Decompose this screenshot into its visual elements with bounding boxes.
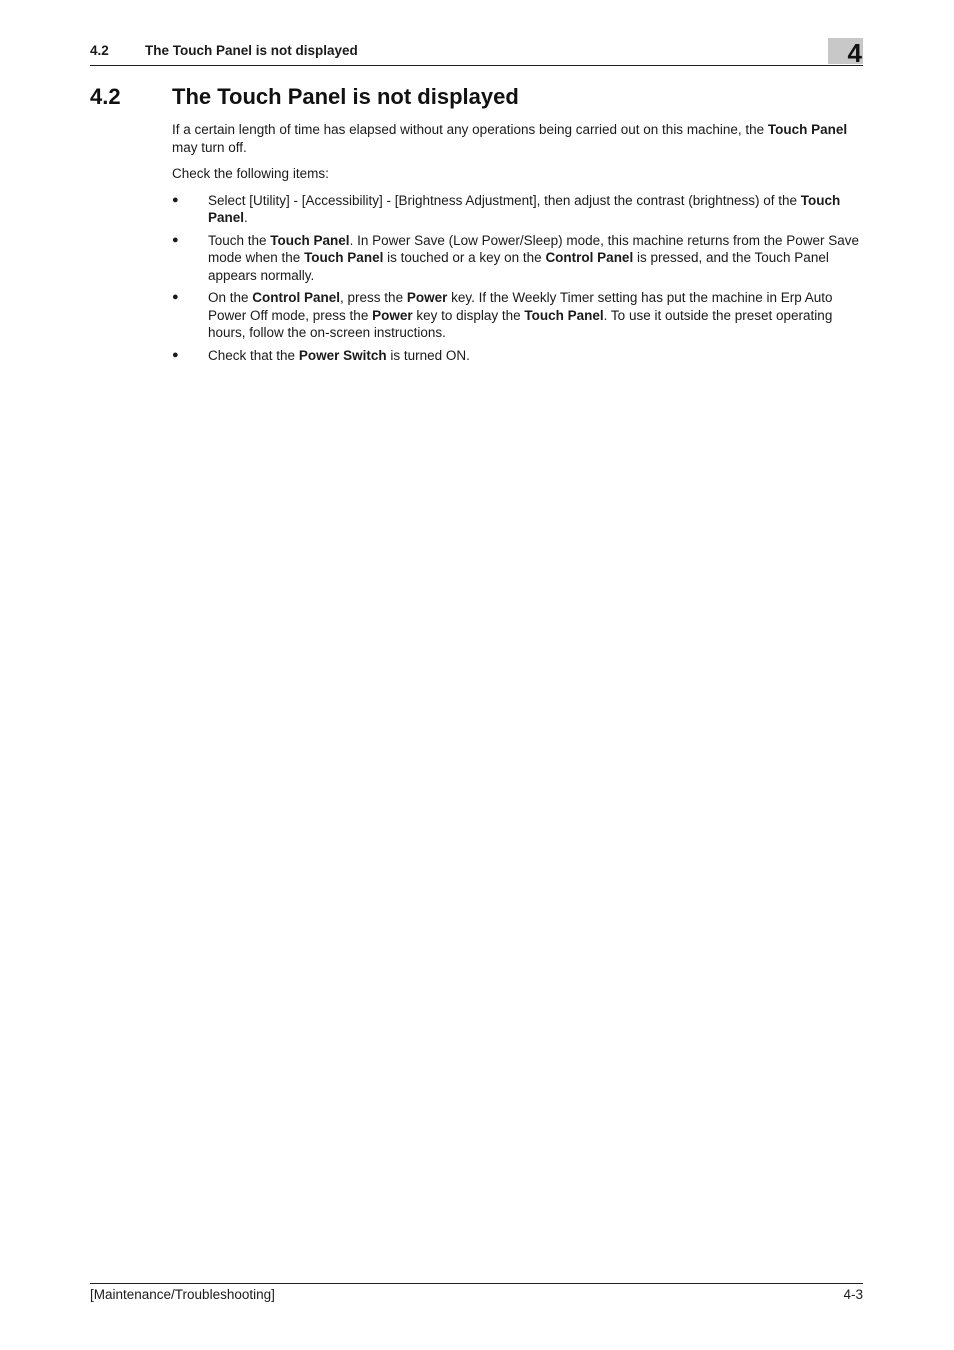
running-header bbox=[90, 40, 863, 66]
item-text: Check that the bbox=[208, 347, 299, 363]
intro-text-end: may turn off. bbox=[172, 139, 247, 155]
list-item bbox=[172, 232, 864, 285]
item-text: . bbox=[244, 210, 248, 225]
item-text: Touch the bbox=[208, 232, 271, 248]
item-bold: Touch Panel bbox=[304, 250, 384, 265]
bullet-icon: ● bbox=[172, 291, 179, 303]
item-bold: Control Panel bbox=[252, 290, 341, 305]
item-text: is touched or a key on the bbox=[383, 250, 546, 265]
list-item bbox=[172, 192, 864, 227]
item-text: . To use it outside the preset operating hours, follow the on-screen instructions. bbox=[208, 307, 833, 340]
item-bold: Power bbox=[372, 307, 413, 323]
page-number: 4-3 bbox=[843, 1287, 863, 1302]
item-bold: Touch Panel bbox=[524, 307, 604, 323]
section-heading bbox=[90, 84, 519, 110]
item-text: , press the bbox=[340, 290, 407, 305]
footer-manual-title: [Maintenance/Troubleshooting] bbox=[90, 1287, 275, 1302]
main-content bbox=[172, 121, 864, 369]
item-text: key. If the Weekly Timer setting has put the machine in Erp Auto Power Off mode, press the bbox=[208, 290, 833, 323]
header-section-number: 4.2 bbox=[90, 43, 109, 58]
heading-title: The Touch Panel is not displayed bbox=[172, 84, 519, 109]
check-list bbox=[172, 192, 864, 365]
header-section-title: The Touch Panel is not displayed bbox=[145, 43, 358, 58]
list-item bbox=[172, 289, 864, 342]
heading-number: 4.2 bbox=[90, 84, 121, 109]
list-item bbox=[172, 347, 864, 365]
check-items-paragraph: Check the following items: bbox=[172, 166, 329, 181]
intro-text: If a certain length of time has elapsed without any operations being carried out on this machine, the bbox=[172, 122, 768, 137]
bullet-icon: ● bbox=[172, 193, 179, 206]
item-text: Select [Utility] - [Accessibility] - [Brightness Adjustment], then adjust the contrast (brightness) of the bbox=[208, 192, 801, 208]
item-text: . In Power Save (Low Power/Sleep) mode, this machine returns from the Power Save mode when the bbox=[208, 232, 860, 265]
intro-paragraph bbox=[172, 121, 864, 156]
item-bold: Power Switch bbox=[298, 347, 387, 363]
running-footer bbox=[90, 1283, 863, 1302]
bullet-icon: ● bbox=[172, 348, 179, 361]
chapter-tab: 4 bbox=[828, 38, 863, 64]
item-bold: Power bbox=[406, 290, 448, 305]
item-text: is pressed, and the Touch Panel appears normally. bbox=[208, 250, 829, 283]
intro-bold-touch-panel: Touch Panel bbox=[767, 122, 848, 137]
item-bold: Touch Panel bbox=[208, 192, 841, 225]
item-text: key to display the bbox=[412, 307, 525, 323]
item-text: is turned ON. bbox=[386, 347, 470, 363]
bullet-icon: ● bbox=[172, 233, 179, 246]
item-bold: Control Panel bbox=[545, 250, 634, 265]
item-bold: Touch Panel bbox=[270, 232, 350, 248]
item-text: On the bbox=[208, 290, 253, 305]
